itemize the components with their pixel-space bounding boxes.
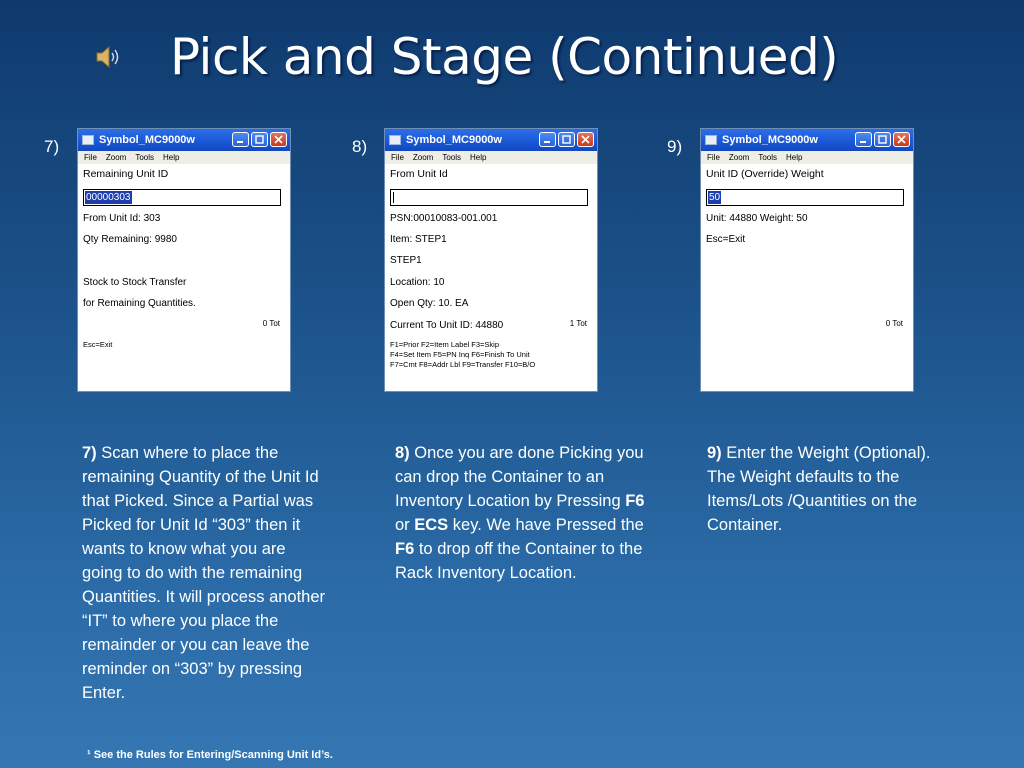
step-8-description xyxy=(395,441,645,585)
minimize-icon xyxy=(236,135,245,144)
exit-hint: Esc=Exit xyxy=(83,340,113,349)
app-icon xyxy=(705,135,717,145)
maximize-button[interactable] xyxy=(558,132,575,147)
step-label: 7) xyxy=(82,444,97,462)
menu-tools[interactable]: Tools xyxy=(442,153,462,162)
step-9-description xyxy=(707,441,942,537)
maximize-icon xyxy=(562,135,571,144)
function-keys-line: F7=Cmt F8=Addr Lbl F9=Transfer F10=B/O xyxy=(390,360,536,369)
menu-file[interactable]: File xyxy=(391,153,404,162)
total-count: 1 Tot xyxy=(569,319,587,328)
screen-line: Unit: 44880 Weight: 50 xyxy=(706,213,808,224)
unit-id-input[interactable] xyxy=(83,189,281,206)
screen-line: for Remaining Quantities. xyxy=(83,298,196,309)
weight-input[interactable] xyxy=(706,189,904,206)
window-titlebar[interactable] xyxy=(385,129,597,151)
from-unit-id-input[interactable] xyxy=(390,189,588,206)
screen-header: Remaining Unit ID xyxy=(83,168,169,180)
step-label: 8) xyxy=(395,444,410,462)
step-number-7: 7) xyxy=(44,137,60,156)
page-title: Pick and Stage (Continued) xyxy=(170,28,839,86)
maximize-icon xyxy=(255,135,264,144)
minimize-icon xyxy=(859,135,868,144)
device-window-7 xyxy=(77,128,291,392)
input-value: 00000303 xyxy=(86,192,131,203)
speaker-icon[interactable] xyxy=(94,44,120,70)
step-text: key. We have Pressed the xyxy=(448,516,644,534)
key-name: F6 xyxy=(395,540,415,558)
screen-line: Esc=Exit xyxy=(706,234,746,245)
step-number-8: 8) xyxy=(352,137,368,156)
menu-help[interactable]: Help xyxy=(470,153,487,162)
screen-line: Current To Unit ID: 44880 xyxy=(390,320,504,331)
maximize-button[interactable] xyxy=(251,132,268,147)
minimize-icon xyxy=(543,135,552,144)
screen-line: STEP1 xyxy=(390,255,422,266)
close-icon xyxy=(897,135,906,144)
total-count: 0 Tot xyxy=(885,319,903,328)
step-text: or xyxy=(395,516,415,534)
menu-zoom[interactable]: Zoom xyxy=(105,153,127,162)
step-7-description xyxy=(82,441,327,705)
device-screen xyxy=(78,164,290,391)
menu-help[interactable]: Help xyxy=(163,153,180,162)
screen-line: From Unit Id: 303 xyxy=(83,213,161,224)
screen-header: Unit ID (Override) Weight xyxy=(706,168,824,180)
screen-line: PSN:00010083-001.001 xyxy=(390,213,498,224)
key-name: ECS xyxy=(414,516,449,534)
step-text: Once you are done Picking you can drop the Container to an Inventory Location by Pressing xyxy=(395,444,644,510)
close-button[interactable] xyxy=(893,132,910,147)
menu-bar xyxy=(78,151,290,164)
menu-bar xyxy=(385,151,597,164)
screen-line: Stock to Stock Transfer xyxy=(83,277,187,288)
minimize-button[interactable] xyxy=(855,132,872,147)
screen-line: Open Qty: 10. EA xyxy=(390,298,469,309)
maximize-button[interactable] xyxy=(874,132,891,147)
function-keys-line: F1=Prior F2=Item Label F3=Skip xyxy=(390,340,500,349)
menu-file[interactable]: File xyxy=(84,153,97,162)
window-title: Symbol_MC9000w xyxy=(406,134,502,146)
app-icon xyxy=(82,135,94,145)
menu-tools[interactable]: Tools xyxy=(758,153,778,162)
key-name: F6 xyxy=(625,492,645,510)
step-text: to drop off the Container to the Rack Inventory Location. xyxy=(395,540,643,582)
app-icon xyxy=(389,135,401,145)
step-number-9: 9) xyxy=(667,137,683,156)
window-title: Symbol_MC9000w xyxy=(99,134,195,146)
minimize-button[interactable] xyxy=(232,132,249,147)
function-keys-line: F4=Set Item F5=PN Inq F6=Finish To Unit xyxy=(390,350,530,359)
menu-zoom[interactable]: Zoom xyxy=(412,153,434,162)
screen-line: Item: STEP1 xyxy=(390,234,447,245)
close-icon xyxy=(581,135,590,144)
menu-tools[interactable]: Tools xyxy=(135,153,155,162)
step-text: Scan where to place the remaining Quantity of the Unit Id that Picked. Since a Partial was Picked for Unit Id “303” then it wants to know what you are going to do with the remaining Quantities. It will process another “IT” to where you place the remainder or you can leave the reminder on “303” by pressing Enter. xyxy=(82,444,326,702)
window-titlebar[interactable] xyxy=(78,129,290,151)
menu-zoom[interactable]: Zoom xyxy=(728,153,750,162)
maximize-icon xyxy=(878,135,887,144)
step-text: Enter the Weight (Optional). The Weight defaults to the Items/Lots /Quantities on the Container. xyxy=(707,444,931,534)
step-label: 9) xyxy=(707,444,722,462)
device-window-9 xyxy=(700,128,914,392)
screen-line: Qty Remaining: 9980 xyxy=(83,234,177,245)
footnote: ¹ See the Rules for Entering/Scanning Unit Id’s. xyxy=(87,749,333,761)
device-window-8 xyxy=(384,128,598,392)
minimize-button[interactable] xyxy=(539,132,556,147)
close-icon xyxy=(274,135,283,144)
window-title: Symbol_MC9000w xyxy=(722,134,818,146)
close-button[interactable] xyxy=(577,132,594,147)
total-count: 0 Tot xyxy=(262,319,280,328)
window-titlebar[interactable] xyxy=(701,129,913,151)
text-cursor xyxy=(393,192,394,203)
screen-line: Location: 10 xyxy=(390,277,445,288)
device-screen xyxy=(701,164,913,391)
device-screen xyxy=(385,164,597,391)
close-button[interactable] xyxy=(270,132,287,147)
input-value: 50 xyxy=(709,192,721,203)
menu-bar xyxy=(701,151,913,164)
menu-file[interactable]: File xyxy=(707,153,720,162)
screen-header: From Unit Id xyxy=(390,168,448,180)
menu-help[interactable]: Help xyxy=(786,153,803,162)
